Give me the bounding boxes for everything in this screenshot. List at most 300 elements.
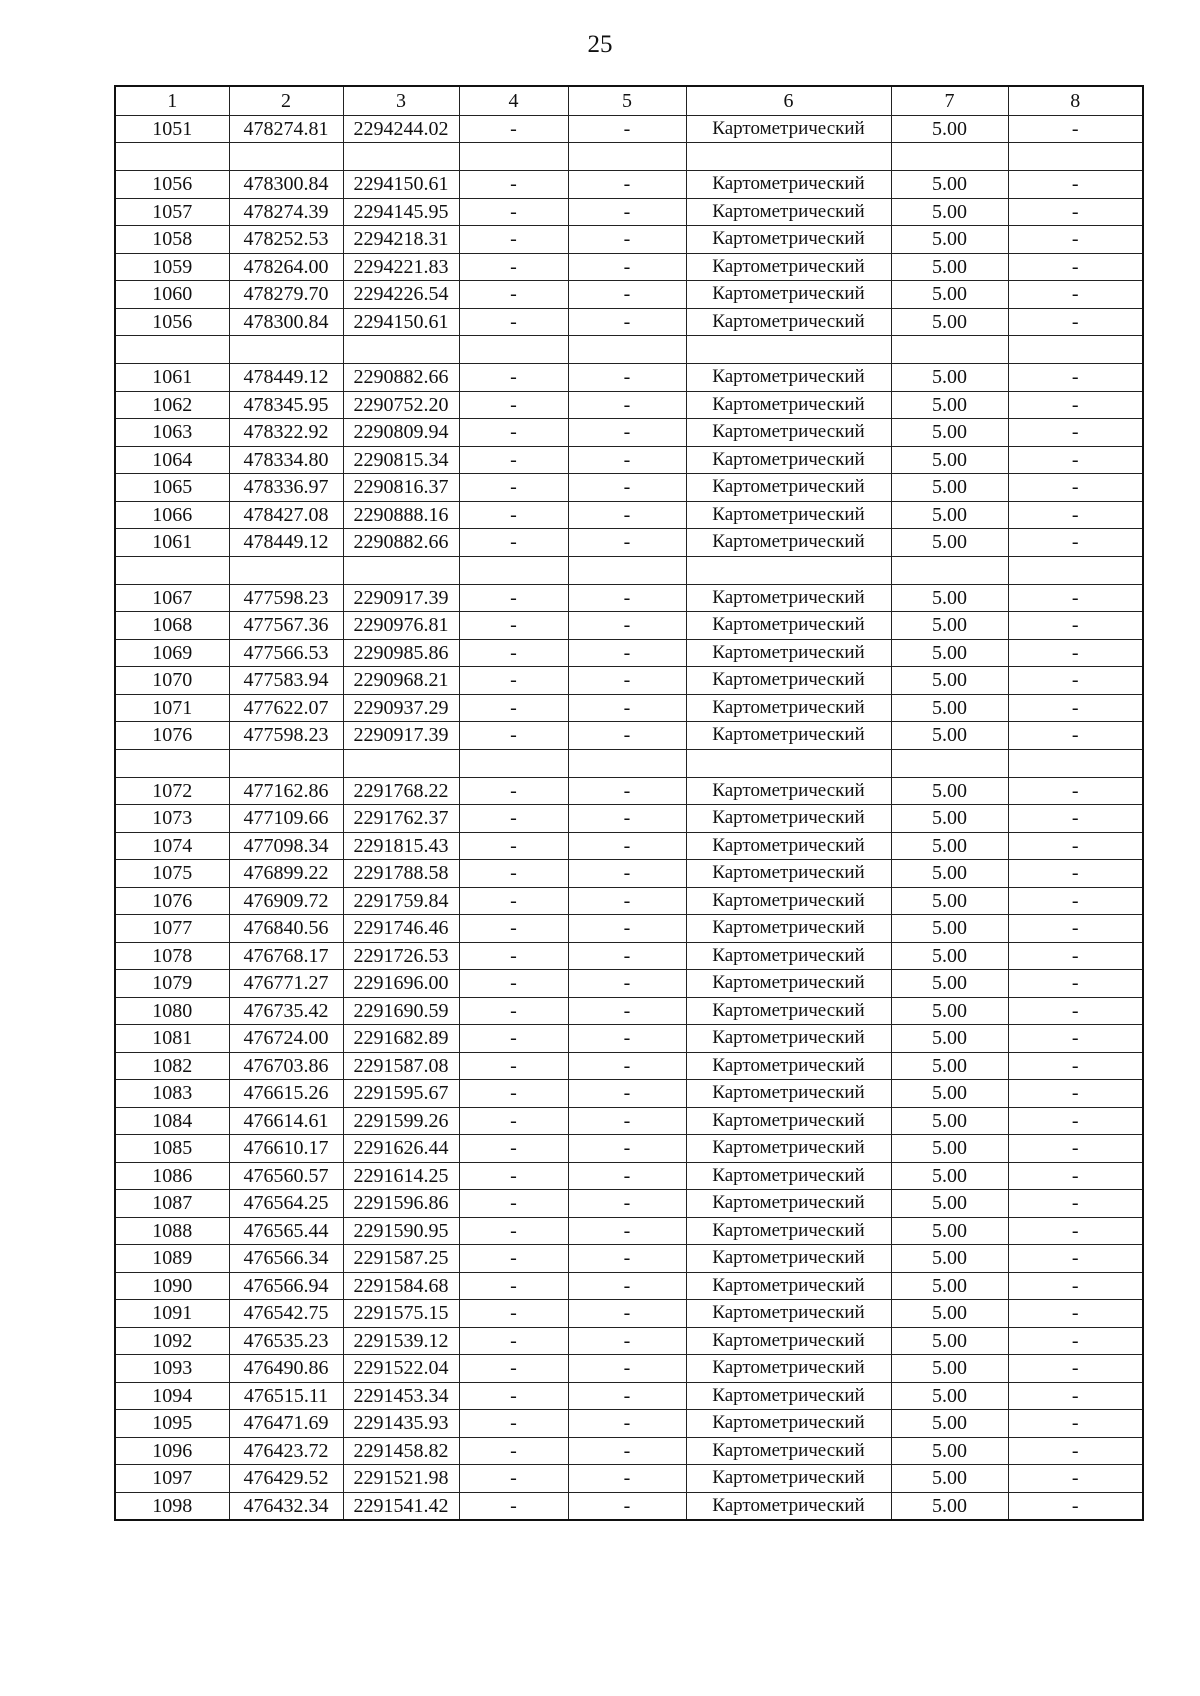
point-number-cell: 1080 xyxy=(115,997,229,1025)
point-number-cell: 1093 xyxy=(115,1355,229,1383)
y-coordinate-cell: 2291587.08 xyxy=(343,1052,459,1080)
table-row xyxy=(115,1245,1143,1273)
y-coordinate-cell: 2291746.46 xyxy=(343,915,459,943)
column-8-cell: - xyxy=(1008,171,1143,199)
x-coordinate-cell: 476542.75 xyxy=(229,1300,343,1328)
method-cell: Картометрический xyxy=(686,1190,891,1218)
table-row xyxy=(115,1135,1143,1163)
x-coordinate-cell xyxy=(229,336,343,364)
column-4-cell: - xyxy=(459,446,568,474)
accuracy-cell: 5.00 xyxy=(891,942,1008,970)
point-number-cell: 1090 xyxy=(115,1272,229,1300)
point-number-cell: 1077 xyxy=(115,915,229,943)
column-5-cell: - xyxy=(568,529,686,557)
accuracy-cell: 5.00 xyxy=(891,667,1008,695)
accuracy-cell: 5.00 xyxy=(891,1327,1008,1355)
table-row xyxy=(115,501,1143,529)
method-cell: Картометрический xyxy=(686,970,891,998)
column-5-cell: - xyxy=(568,1217,686,1245)
method-cell: Картометрический xyxy=(686,805,891,833)
method-cell: Картометрический xyxy=(686,253,891,281)
table-header xyxy=(115,86,1143,115)
table-row xyxy=(115,1437,1143,1465)
table-row xyxy=(115,419,1143,447)
point-number-cell: 1060 xyxy=(115,281,229,309)
x-coordinate-cell: 476703.86 xyxy=(229,1052,343,1080)
accuracy-cell: 5.00 xyxy=(891,446,1008,474)
column-8-cell: - xyxy=(1008,694,1143,722)
method-cell: Картометрический xyxy=(686,198,891,226)
point-number-cell: 1076 xyxy=(115,887,229,915)
column-5-cell: - xyxy=(568,446,686,474)
column-8-cell: - xyxy=(1008,970,1143,998)
column-8-cell xyxy=(1008,556,1143,584)
method-cell xyxy=(686,336,891,364)
column-header: 8 xyxy=(1008,86,1143,115)
accuracy-cell: 5.00 xyxy=(891,1465,1008,1493)
column-4-cell: - xyxy=(459,1052,568,1080)
y-coordinate-cell: 2291682.89 xyxy=(343,1025,459,1053)
column-8-cell: - xyxy=(1008,777,1143,805)
y-coordinate-cell: 2291590.95 xyxy=(343,1217,459,1245)
y-coordinate-cell: 2291453.34 xyxy=(343,1382,459,1410)
x-coordinate-cell: 476899.22 xyxy=(229,860,343,888)
x-coordinate-cell: 476615.26 xyxy=(229,1080,343,1108)
page-number: 25 xyxy=(587,31,613,58)
column-4-cell: - xyxy=(459,1465,568,1493)
column-header: 6 xyxy=(686,86,891,115)
column-5-cell: - xyxy=(568,1025,686,1053)
separator-row xyxy=(115,556,1143,584)
x-coordinate-cell: 477598.23 xyxy=(229,584,343,612)
method-cell: Картометрический xyxy=(686,115,891,143)
column-5-cell: - xyxy=(568,1437,686,1465)
accuracy-cell: 5.00 xyxy=(891,887,1008,915)
point-number-cell: 1096 xyxy=(115,1437,229,1465)
column-5-cell: - xyxy=(568,1107,686,1135)
y-coordinate-cell: 2291762.37 xyxy=(343,805,459,833)
x-coordinate-cell: 478264.00 xyxy=(229,253,343,281)
column-5-cell: - xyxy=(568,1272,686,1300)
accuracy-cell: 5.00 xyxy=(891,722,1008,750)
column-5-cell: - xyxy=(568,1135,686,1163)
x-coordinate-cell: 478300.84 xyxy=(229,308,343,336)
column-5-cell: - xyxy=(568,501,686,529)
x-coordinate-cell: 478252.53 xyxy=(229,226,343,254)
table-row xyxy=(115,1217,1143,1245)
column-5-cell: - xyxy=(568,667,686,695)
y-coordinate-cell: 2294150.61 xyxy=(343,171,459,199)
column-4-cell: - xyxy=(459,997,568,1025)
column-4-cell: - xyxy=(459,1355,568,1383)
accuracy-cell: 5.00 xyxy=(891,1300,1008,1328)
method-cell: Картометрический xyxy=(686,1492,891,1520)
table-row xyxy=(115,171,1143,199)
column-8-cell: - xyxy=(1008,860,1143,888)
y-coordinate-cell: 2291696.00 xyxy=(343,970,459,998)
accuracy-cell: 5.00 xyxy=(891,584,1008,612)
x-coordinate-cell: 478279.70 xyxy=(229,281,343,309)
point-number-cell xyxy=(115,336,229,364)
method-cell: Картометрический xyxy=(686,1135,891,1163)
column-5-cell: - xyxy=(568,1465,686,1493)
method-cell: Картометрический xyxy=(686,1327,891,1355)
method-cell: Картометрический xyxy=(686,694,891,722)
x-coordinate-cell: 476560.57 xyxy=(229,1162,343,1190)
separator-row xyxy=(115,143,1143,171)
y-coordinate-cell: 2291595.67 xyxy=(343,1080,459,1108)
table-row xyxy=(115,887,1143,915)
y-coordinate-cell: 2290917.39 xyxy=(343,722,459,750)
method-cell: Картометрический xyxy=(686,1245,891,1273)
y-coordinate-cell: 2291435.93 xyxy=(343,1410,459,1438)
column-5-cell: - xyxy=(568,1300,686,1328)
accuracy-cell: 5.00 xyxy=(891,501,1008,529)
point-number-cell: 1071 xyxy=(115,694,229,722)
accuracy-cell: 5.00 xyxy=(891,419,1008,447)
column-4-cell: - xyxy=(459,1327,568,1355)
x-coordinate-cell: 477566.53 xyxy=(229,639,343,667)
y-coordinate-cell: 2291521.98 xyxy=(343,1465,459,1493)
accuracy-cell: 5.00 xyxy=(891,226,1008,254)
point-number-cell: 1051 xyxy=(115,115,229,143)
y-coordinate-cell: 2291596.86 xyxy=(343,1190,459,1218)
column-8-cell: - xyxy=(1008,1437,1143,1465)
table-row xyxy=(115,1465,1143,1493)
column-8-cell: - xyxy=(1008,226,1143,254)
x-coordinate-cell: 478427.08 xyxy=(229,501,343,529)
method-cell: Картометрический xyxy=(686,612,891,640)
y-coordinate-cell: 2294221.83 xyxy=(343,253,459,281)
column-8-cell: - xyxy=(1008,1052,1143,1080)
column-4-cell xyxy=(459,336,568,364)
column-4-cell: - xyxy=(459,970,568,998)
column-4-cell: - xyxy=(459,694,568,722)
accuracy-cell xyxy=(891,749,1008,777)
point-number-cell: 1057 xyxy=(115,198,229,226)
column-header: 4 xyxy=(459,86,568,115)
method-cell: Картометрический xyxy=(686,364,891,392)
accuracy-cell: 5.00 xyxy=(891,997,1008,1025)
column-5-cell: - xyxy=(568,1162,686,1190)
table-row xyxy=(115,1052,1143,1080)
table-row xyxy=(115,805,1143,833)
x-coordinate-cell: 476566.94 xyxy=(229,1272,343,1300)
table-row xyxy=(115,1492,1143,1520)
accuracy-cell: 5.00 xyxy=(891,1245,1008,1273)
column-4-cell xyxy=(459,749,568,777)
column-4-cell: - xyxy=(459,1382,568,1410)
table-row xyxy=(115,777,1143,805)
y-coordinate-cell: 2291726.53 xyxy=(343,942,459,970)
column-4-cell: - xyxy=(459,419,568,447)
method-cell: Картометрический xyxy=(686,1025,891,1053)
column-5-cell: - xyxy=(568,198,686,226)
x-coordinate-cell: 476909.72 xyxy=(229,887,343,915)
point-number-cell: 1083 xyxy=(115,1080,229,1108)
table-row xyxy=(115,1410,1143,1438)
x-coordinate-cell: 477098.34 xyxy=(229,832,343,860)
column-5-cell: - xyxy=(568,1492,686,1520)
y-coordinate-cell: 2291768.22 xyxy=(343,777,459,805)
column-8-cell: - xyxy=(1008,115,1143,143)
method-cell: Картометрический xyxy=(686,1382,891,1410)
x-coordinate-cell: 476768.17 xyxy=(229,942,343,970)
column-5-cell: - xyxy=(568,364,686,392)
x-coordinate-cell: 476535.23 xyxy=(229,1327,343,1355)
y-coordinate-cell: 2291599.26 xyxy=(343,1107,459,1135)
y-coordinate-cell: 2290976.81 xyxy=(343,612,459,640)
point-number-cell: 1075 xyxy=(115,860,229,888)
column-8-cell: - xyxy=(1008,281,1143,309)
separator-row xyxy=(115,336,1143,364)
accuracy-cell: 5.00 xyxy=(891,970,1008,998)
column-8-cell: - xyxy=(1008,1272,1143,1300)
method-cell: Картометрический xyxy=(686,501,891,529)
table-row xyxy=(115,198,1143,226)
column-header: 5 xyxy=(568,86,686,115)
column-4-cell: - xyxy=(459,1300,568,1328)
y-coordinate-cell: 2291815.43 xyxy=(343,832,459,860)
column-5-cell: - xyxy=(568,115,686,143)
column-8-cell: - xyxy=(1008,1080,1143,1108)
column-4-cell: - xyxy=(459,281,568,309)
point-number-cell: 1056 xyxy=(115,171,229,199)
column-4-cell: - xyxy=(459,1272,568,1300)
column-5-cell: - xyxy=(568,860,686,888)
column-5-cell: - xyxy=(568,253,686,281)
column-4-cell: - xyxy=(459,364,568,392)
table-row xyxy=(115,1080,1143,1108)
method-cell: Картометрический xyxy=(686,860,891,888)
accuracy-cell: 5.00 xyxy=(891,1052,1008,1080)
point-number-cell: 1089 xyxy=(115,1245,229,1273)
point-number-cell: 1066 xyxy=(115,501,229,529)
column-8-cell: - xyxy=(1008,612,1143,640)
column-8-cell: - xyxy=(1008,198,1143,226)
point-number-cell: 1081 xyxy=(115,1025,229,1053)
column-5-cell xyxy=(568,336,686,364)
table-row xyxy=(115,1355,1143,1383)
column-header: 2 xyxy=(229,86,343,115)
y-coordinate-cell: 2290809.94 xyxy=(343,419,459,447)
column-5-cell: - xyxy=(568,942,686,970)
accuracy-cell: 5.00 xyxy=(891,805,1008,833)
point-number-cell: 1091 xyxy=(115,1300,229,1328)
y-coordinate-cell xyxy=(343,143,459,171)
column-8-cell: - xyxy=(1008,887,1143,915)
method-cell xyxy=(686,143,891,171)
x-coordinate-cell: 476840.56 xyxy=(229,915,343,943)
table-row xyxy=(115,1327,1143,1355)
column-5-cell: - xyxy=(568,887,686,915)
y-coordinate-cell: 2290882.66 xyxy=(343,529,459,557)
column-4-cell: - xyxy=(459,198,568,226)
column-5-cell: - xyxy=(568,612,686,640)
column-5-cell: - xyxy=(568,694,686,722)
y-coordinate-cell xyxy=(343,749,459,777)
y-coordinate-cell: 2291759.84 xyxy=(343,887,459,915)
column-5-cell xyxy=(568,143,686,171)
column-4-cell: - xyxy=(459,1190,568,1218)
point-number-cell: 1082 xyxy=(115,1052,229,1080)
column-4-cell: - xyxy=(459,226,568,254)
accuracy-cell: 5.00 xyxy=(891,308,1008,336)
point-number-cell: 1056 xyxy=(115,308,229,336)
column-8-cell: - xyxy=(1008,1135,1143,1163)
y-coordinate-cell: 2290917.39 xyxy=(343,584,459,612)
point-number-cell: 1065 xyxy=(115,474,229,502)
accuracy-cell: 5.00 xyxy=(891,832,1008,860)
y-coordinate-cell: 2294150.61 xyxy=(343,308,459,336)
point-number-cell: 1097 xyxy=(115,1465,229,1493)
method-cell: Картометрический xyxy=(686,446,891,474)
column-5-cell: - xyxy=(568,474,686,502)
column-8-cell: - xyxy=(1008,1382,1143,1410)
method-cell: Картометрический xyxy=(686,419,891,447)
accuracy-cell: 5.00 xyxy=(891,1492,1008,1520)
accuracy-cell: 5.00 xyxy=(891,777,1008,805)
column-8-cell: - xyxy=(1008,1410,1143,1438)
x-coordinate-cell: 476724.00 xyxy=(229,1025,343,1053)
y-coordinate-cell: 2294226.54 xyxy=(343,281,459,309)
column-8-cell: - xyxy=(1008,1300,1143,1328)
y-coordinate-cell: 2291522.04 xyxy=(343,1355,459,1383)
method-cell: Картометрический xyxy=(686,722,891,750)
table-row xyxy=(115,446,1143,474)
column-4-cell: - xyxy=(459,584,568,612)
point-number-cell: 1079 xyxy=(115,970,229,998)
column-8-cell: - xyxy=(1008,1327,1143,1355)
y-coordinate-cell: 2294244.02 xyxy=(343,115,459,143)
point-number-cell: 1087 xyxy=(115,1190,229,1218)
column-4-cell: - xyxy=(459,501,568,529)
point-number-cell xyxy=(115,143,229,171)
point-number-cell: 1062 xyxy=(115,391,229,419)
point-number-cell: 1074 xyxy=(115,832,229,860)
column-8-cell: - xyxy=(1008,722,1143,750)
column-5-cell: - xyxy=(568,584,686,612)
x-coordinate-cell: 476471.69 xyxy=(229,1410,343,1438)
column-5-cell: - xyxy=(568,832,686,860)
accuracy-cell: 5.00 xyxy=(891,915,1008,943)
column-5-cell: - xyxy=(568,997,686,1025)
header-row xyxy=(115,86,1143,115)
y-coordinate-cell xyxy=(343,336,459,364)
column-8-cell: - xyxy=(1008,667,1143,695)
x-coordinate-cell: 478449.12 xyxy=(229,364,343,392)
point-number-cell: 1064 xyxy=(115,446,229,474)
column-8-cell: - xyxy=(1008,584,1143,612)
column-8-cell: - xyxy=(1008,1492,1143,1520)
y-coordinate-cell: 2291587.25 xyxy=(343,1245,459,1273)
accuracy-cell: 5.00 xyxy=(891,860,1008,888)
point-number-cell: 1084 xyxy=(115,1107,229,1135)
point-number-cell: 1078 xyxy=(115,942,229,970)
x-coordinate-cell: 476614.61 xyxy=(229,1107,343,1135)
x-coordinate-cell: 478274.81 xyxy=(229,115,343,143)
x-coordinate-cell: 478274.39 xyxy=(229,198,343,226)
x-coordinate-cell: 478336.97 xyxy=(229,474,343,502)
y-coordinate-cell: 2290882.66 xyxy=(343,364,459,392)
y-coordinate-cell: 2290937.29 xyxy=(343,694,459,722)
table-row xyxy=(115,860,1143,888)
y-coordinate-cell: 2291584.68 xyxy=(343,1272,459,1300)
column-5-cell: - xyxy=(568,1080,686,1108)
table-row xyxy=(115,667,1143,695)
column-8-cell: - xyxy=(1008,997,1143,1025)
column-5-cell: - xyxy=(568,226,686,254)
column-4-cell: - xyxy=(459,805,568,833)
accuracy-cell: 5.00 xyxy=(891,1025,1008,1053)
table-row xyxy=(115,694,1143,722)
table-row xyxy=(115,722,1143,750)
column-5-cell: - xyxy=(568,1355,686,1383)
column-5-cell: - xyxy=(568,915,686,943)
y-coordinate-cell: 2290752.20 xyxy=(343,391,459,419)
column-5-cell: - xyxy=(568,1052,686,1080)
x-coordinate-cell: 476735.42 xyxy=(229,997,343,1025)
x-coordinate-cell: 476565.44 xyxy=(229,1217,343,1245)
method-cell: Картометрический xyxy=(686,1410,891,1438)
column-4-cell: - xyxy=(459,832,568,860)
accuracy-cell: 5.00 xyxy=(891,1080,1008,1108)
accuracy-cell: 5.00 xyxy=(891,529,1008,557)
column-5-cell: - xyxy=(568,1327,686,1355)
column-5-cell: - xyxy=(568,722,686,750)
method-cell: Картометрический xyxy=(686,1355,891,1383)
point-number-cell: 1061 xyxy=(115,529,229,557)
column-4-cell: - xyxy=(459,308,568,336)
method-cell: Картометрический xyxy=(686,1272,891,1300)
x-coordinate-cell: 476515.11 xyxy=(229,1382,343,1410)
column-8-cell: - xyxy=(1008,1217,1143,1245)
column-8-cell: - xyxy=(1008,1465,1143,1493)
column-4-cell xyxy=(459,556,568,584)
column-8-cell: - xyxy=(1008,832,1143,860)
accuracy-cell: 5.00 xyxy=(891,1437,1008,1465)
y-coordinate-cell: 2290815.34 xyxy=(343,446,459,474)
column-8-cell: - xyxy=(1008,915,1143,943)
column-4-cell: - xyxy=(459,171,568,199)
x-coordinate-cell: 476432.34 xyxy=(229,1492,343,1520)
column-4-cell: - xyxy=(459,1080,568,1108)
column-5-cell: - xyxy=(568,1410,686,1438)
table-row xyxy=(115,997,1143,1025)
column-8-cell: - xyxy=(1008,805,1143,833)
column-5-cell: - xyxy=(568,805,686,833)
table-row xyxy=(115,308,1143,336)
point-number-cell: 1067 xyxy=(115,584,229,612)
column-5-cell: - xyxy=(568,281,686,309)
x-coordinate-cell: 478322.92 xyxy=(229,419,343,447)
table-row xyxy=(115,1300,1143,1328)
column-8-cell: - xyxy=(1008,308,1143,336)
y-coordinate-cell: 2291539.12 xyxy=(343,1327,459,1355)
accuracy-cell: 5.00 xyxy=(891,694,1008,722)
separator-row xyxy=(115,749,1143,777)
method-cell: Картометрический xyxy=(686,915,891,943)
column-4-cell: - xyxy=(459,1025,568,1053)
column-8-cell: - xyxy=(1008,474,1143,502)
method-cell: Картометрический xyxy=(686,529,891,557)
y-coordinate-cell: 2290888.16 xyxy=(343,501,459,529)
column-4-cell: - xyxy=(459,1410,568,1438)
method-cell: Картометрический xyxy=(686,584,891,612)
column-8-cell: - xyxy=(1008,1025,1143,1053)
y-coordinate-cell xyxy=(343,556,459,584)
column-8-cell: - xyxy=(1008,1245,1143,1273)
